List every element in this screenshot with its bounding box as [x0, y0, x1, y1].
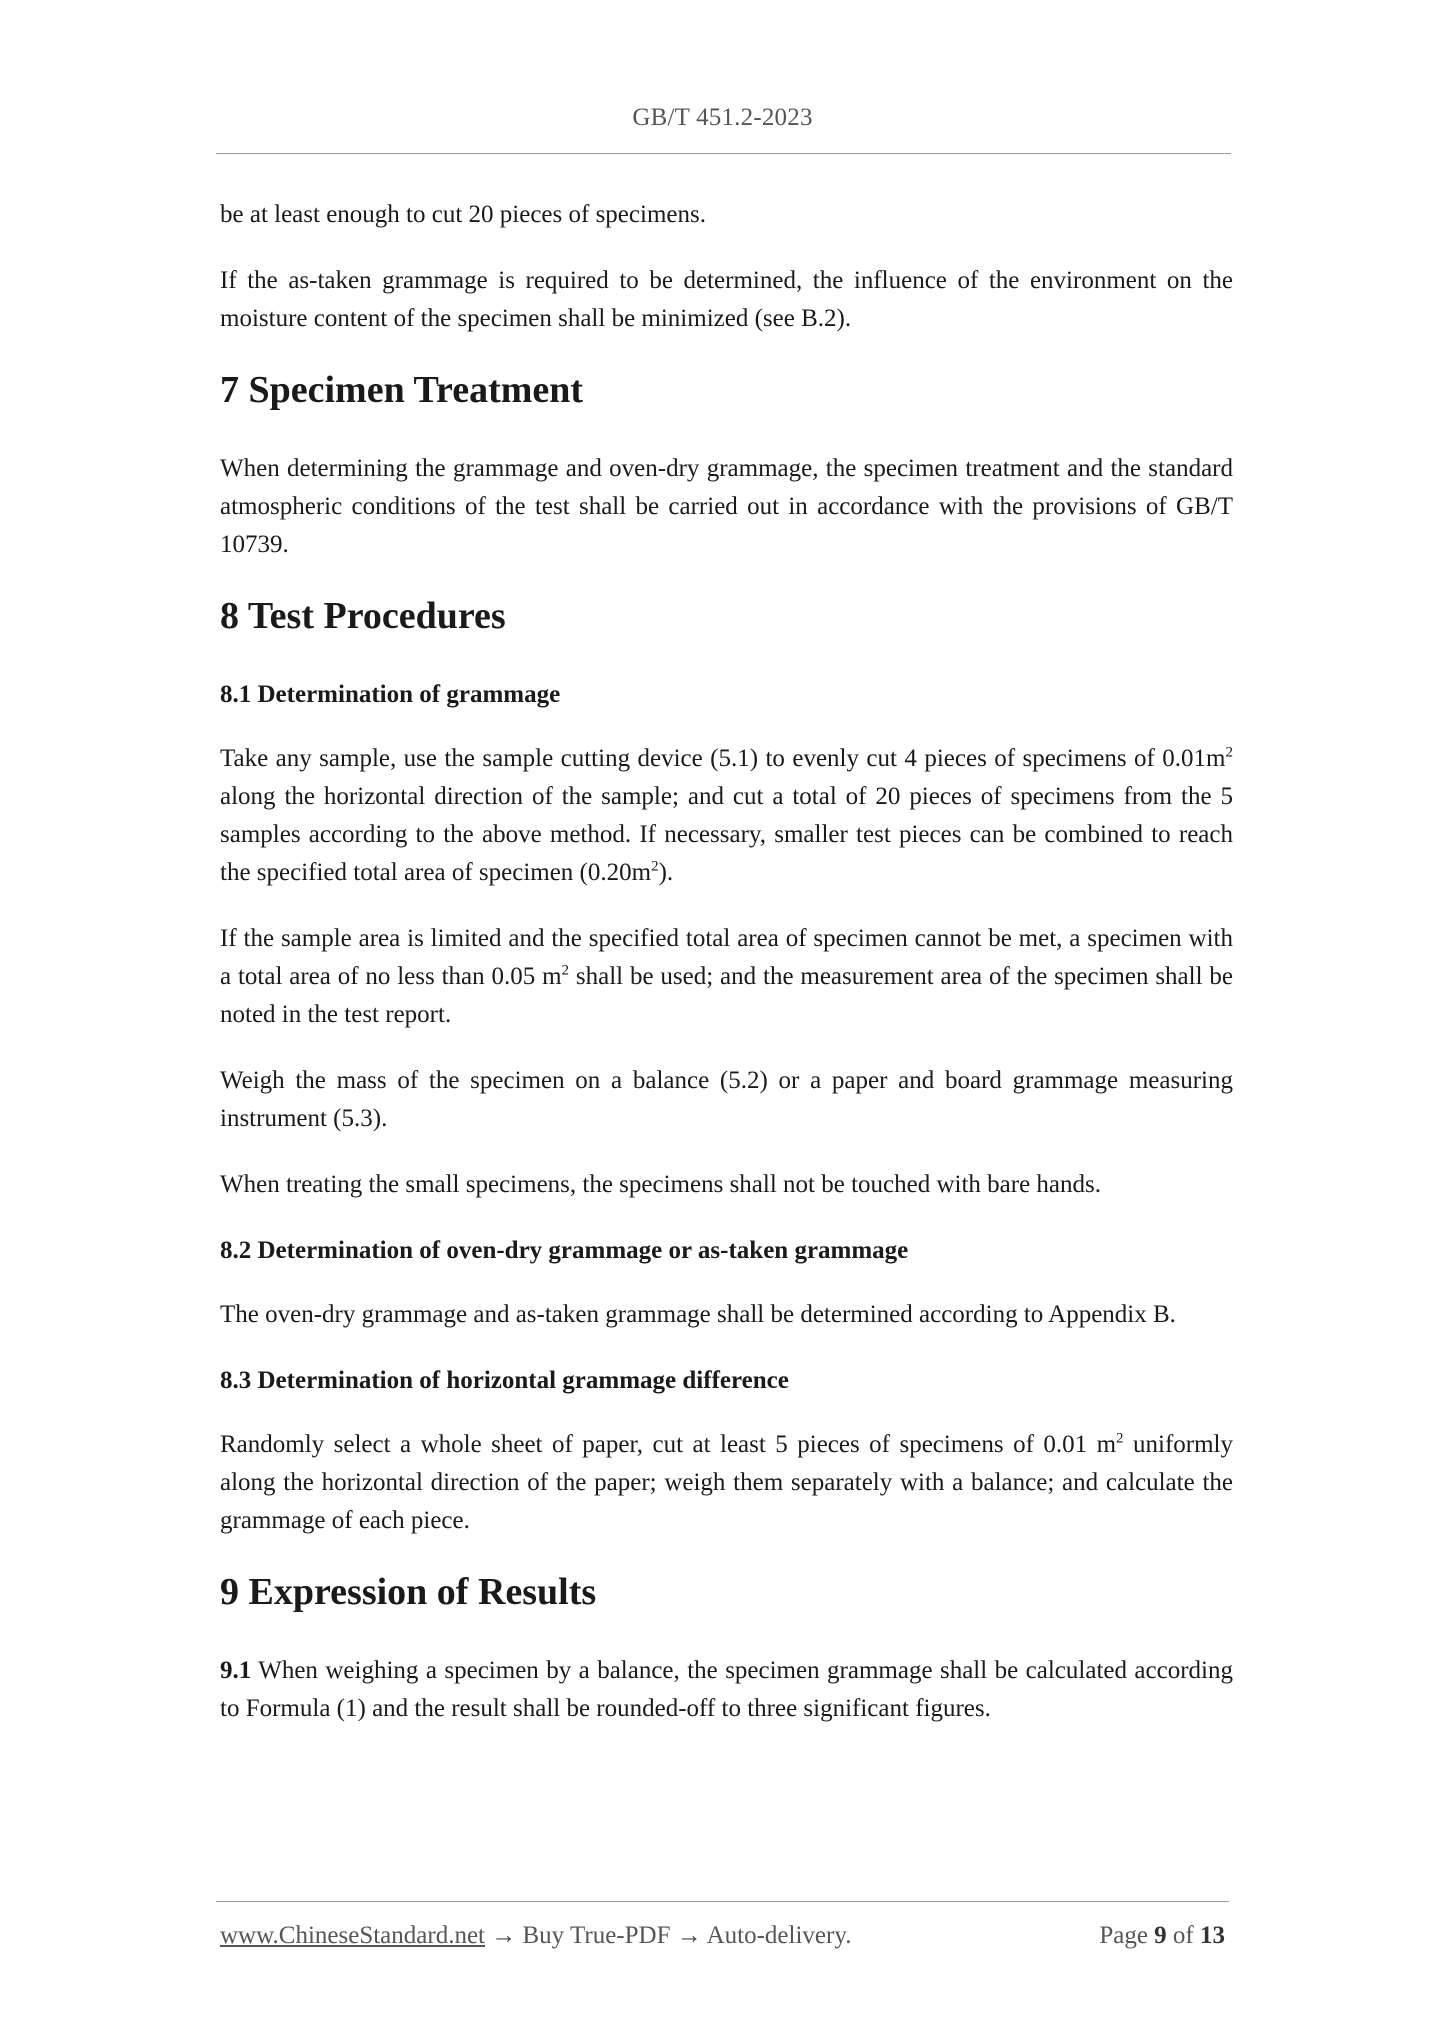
- subsection-8-2-paragraph: The oven-dry grammage and as-taken grammage shall be determined according to Appendix B.: [220, 1301, 1176, 1328]
- page-counter: Page 9 of 13: [1099, 1922, 1225, 1949]
- page-body: [220, 196, 1233, 1756]
- subsection-8-1-paragraph-4: When treating the small specimens, the specimens shall not be touched with bare hands.: [220, 1171, 1102, 1198]
- arrow-right-icon: →: [491, 1922, 517, 1949]
- standard-code-header: GB/T 451.2-2023: [632, 104, 813, 131]
- arrow-right-icon: →: [676, 1922, 702, 1949]
- section-8-heading: 8 Test Procedures: [220, 595, 506, 637]
- auto-delivery-text: Auto-delivery.: [701, 1922, 852, 1949]
- section-9-heading: 9 Expression of Results: [220, 1571, 597, 1613]
- clause-9-1-paragraph: 9.1 When weighing a specimen by a balance, the specimen grammage shall be calculated according to Formula (1) and the result shall be rounded-off to three significant figures.: [220, 1657, 1233, 1722]
- section-7-paragraph: When determining the grammage and oven-dry grammage, the specimen treatment and the standard atmospheric conditions of the test shall be carried out in accordance with the provisions of GB/T 10739.: [220, 455, 1233, 558]
- header-divider: [216, 153, 1231, 154]
- subsection-8-2-heading: 8.2 Determination of oven-dry grammage or as-taken grammage: [220, 1237, 909, 1264]
- subsection-8-1-paragraph-1: Take any sample, use the sample cutting device (5.1) to evenly cut 4 pieces of specimens of $0.01m^2$ along the horizontal direction of the sample; and cut a total of 20 pieces of specimens from the 5 samples according to the above method. If necessary, smaller test pieces can be combined to reach the specified total area of specimen $(0.20m^2)$.: [220, 744, 1233, 886]
- subsection-8-1-heading: 8.1 Determination of grammage: [220, 681, 561, 708]
- buy-true-pdf-text: Buy True-PDF: [516, 1922, 677, 1949]
- intro-paragraph-2: If the as-taken grammage is required to be determined, the influence of the environment on the moisture content of the specimen shall be minimized (see B.2).: [220, 267, 1233, 332]
- intro-paragraph-1: be at least enough to cut 20 pieces of specimens.: [220, 201, 706, 228]
- footer-divider: [216, 1901, 1229, 1902]
- current-page-number: 9: [1154, 1922, 1167, 1949]
- total-pages-number: 13: [1200, 1922, 1225, 1949]
- subsection-8-3-paragraph: Randomly select a whole sheet of paper, cut at least 5 pieces of specimens of 0.01 $m^2$ uniformly along the horizontal direction of the paper; weigh them separately with a balance; and calculate the grammage of each piece.: [220, 1430, 1233, 1534]
- subsection-8-3-heading: 8.3 Determination of horizontal grammage difference: [220, 1367, 789, 1394]
- clause-9-1-number: 9.1: [220, 1657, 252, 1684]
- footer-promo: [220, 1922, 851, 1950]
- website-link[interactable]: www.ChineseStandard.net: [220, 1922, 485, 1949]
- section-7-heading: 7 Specimen Treatment: [220, 369, 584, 411]
- subsection-8-1-paragraph-2: If the sample area is limited and the specified total area of specimen cannot be met, a specimen with a total area of no less than 0.05 $m^2$ shall be used; and the measurement area of the specimen shall be noted in the test report.: [220, 925, 1233, 1028]
- subsection-8-1-paragraph-3: Weigh the mass of the specimen on a balance (5.2) or a paper and board grammage measuring instrument (5.3).: [220, 1067, 1233, 1132]
